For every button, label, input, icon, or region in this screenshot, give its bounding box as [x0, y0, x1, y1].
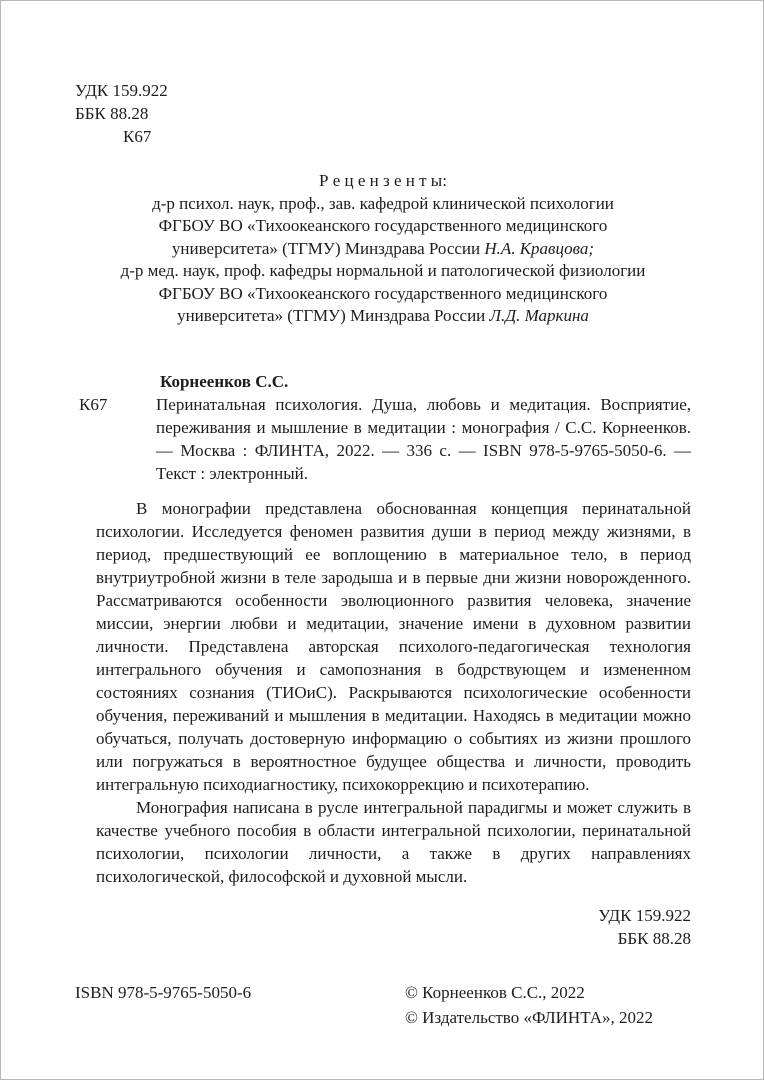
footer-row [75, 980, 691, 1030]
reviewer-line: ФГБОУ ВО «Тихоокеанского государственного медицинского [158, 216, 608, 235]
reviewers-block [75, 170, 691, 328]
reviewer-name: Л.Д. Маркина [489, 306, 589, 325]
bibliographic-record [75, 393, 691, 485]
reviewer-line-text: университета» (ТГМУ) Минздрава России [177, 306, 490, 325]
classification-codes-top [75, 79, 691, 148]
bibliographic-description: Перинатальная психология. Душа, любовь и медитация. Восприятие, переживания и мышление в медитации : монография / С.С. Корнеенков. — Москва : ФЛИНТА, 2022. — 336 с. — ISBN 978-5-9765-5050-6. — Текст : электронный. [156, 394, 691, 483]
bbk-code-bottom: ББК 88.28 [617, 928, 691, 948]
reviewer-line: ФГБОУ ВО «Тихоокеанского государственного медицинского [158, 283, 608, 303]
catalog-code-top: К67 [123, 127, 152, 146]
annotation-paragraph-2: Монография написана в русле интегральной парадигмы и может служить в качестве учебного пособия в области интегральной психологии, перинатальной психологии, психологии личности, а также в других направлениях психологической, философской и духовной мысли. [96, 797, 691, 886]
copyright-block [405, 980, 691, 1030]
author-name: Корнеенков С.С. [160, 371, 289, 391]
catalog-code: К67 [79, 394, 108, 414]
reviewer-name: Н.А. Кравцова; [484, 238, 595, 258]
reviewers-heading: Р е ц е н з е н т ы: [319, 171, 447, 190]
reviewer-line-text: университета» (ТГМУ) Минздрава России [171, 238, 485, 258]
annotation-paragraph-1: В монографии представлена обоснованная концепция перинатальной психологии. Исследуется феномен развития души в период между жизнями, в период, предшествующий ее воплощению в материальное тело, в период внутриутробной жизни в теле зародыша и в первые дни жизни новорожденного. Рассматриваются особенности эволюционного развития человека, значение миссии, энергии любви и медитации, значение имени в духовном развитии личности. Представлена авторская психолого-педагогическая технология интегрального обучения и самопознания в бодрствующем и измененном состояниях сознания (ТИОиС). Раскрываются психологические особенности обучения, переживаний и мышления в медитации. Находясь в медитации можно обучаться, получать достоверную информацию о событиях из жизни прошлого или погружаться в вероятностное будущее общества и личности, проводить интегральную психодиагностику, психокоррекцию и психотерапию. [96, 498, 691, 794]
isbn: ISBN 978-5-9765-5050-6 [75, 982, 252, 1002]
reviewer-line: д-р психол. наук, проф., зав. кафедрой клинической психологии [152, 193, 614, 213]
reviewer-line [75, 238, 691, 261]
bbk-code-top: ББК 88.28 [75, 104, 149, 123]
reviewer-line [75, 305, 691, 328]
udk-code-bottom: УДК 159.922 [598, 905, 691, 925]
copyright-publisher: © Издательство «ФЛИНТА», 2022 [405, 1007, 654, 1027]
copyright-author: © Корнеенков С.С., 2022 [405, 982, 585, 1002]
annotation-block [96, 497, 691, 888]
classification-codes-bottom [75, 904, 691, 950]
udk-code-top: УДК 159.922 [75, 81, 168, 100]
reviewer-line: д-р мед. наук, проф. кафедры нормальной и патологической физиологии [120, 261, 646, 280]
